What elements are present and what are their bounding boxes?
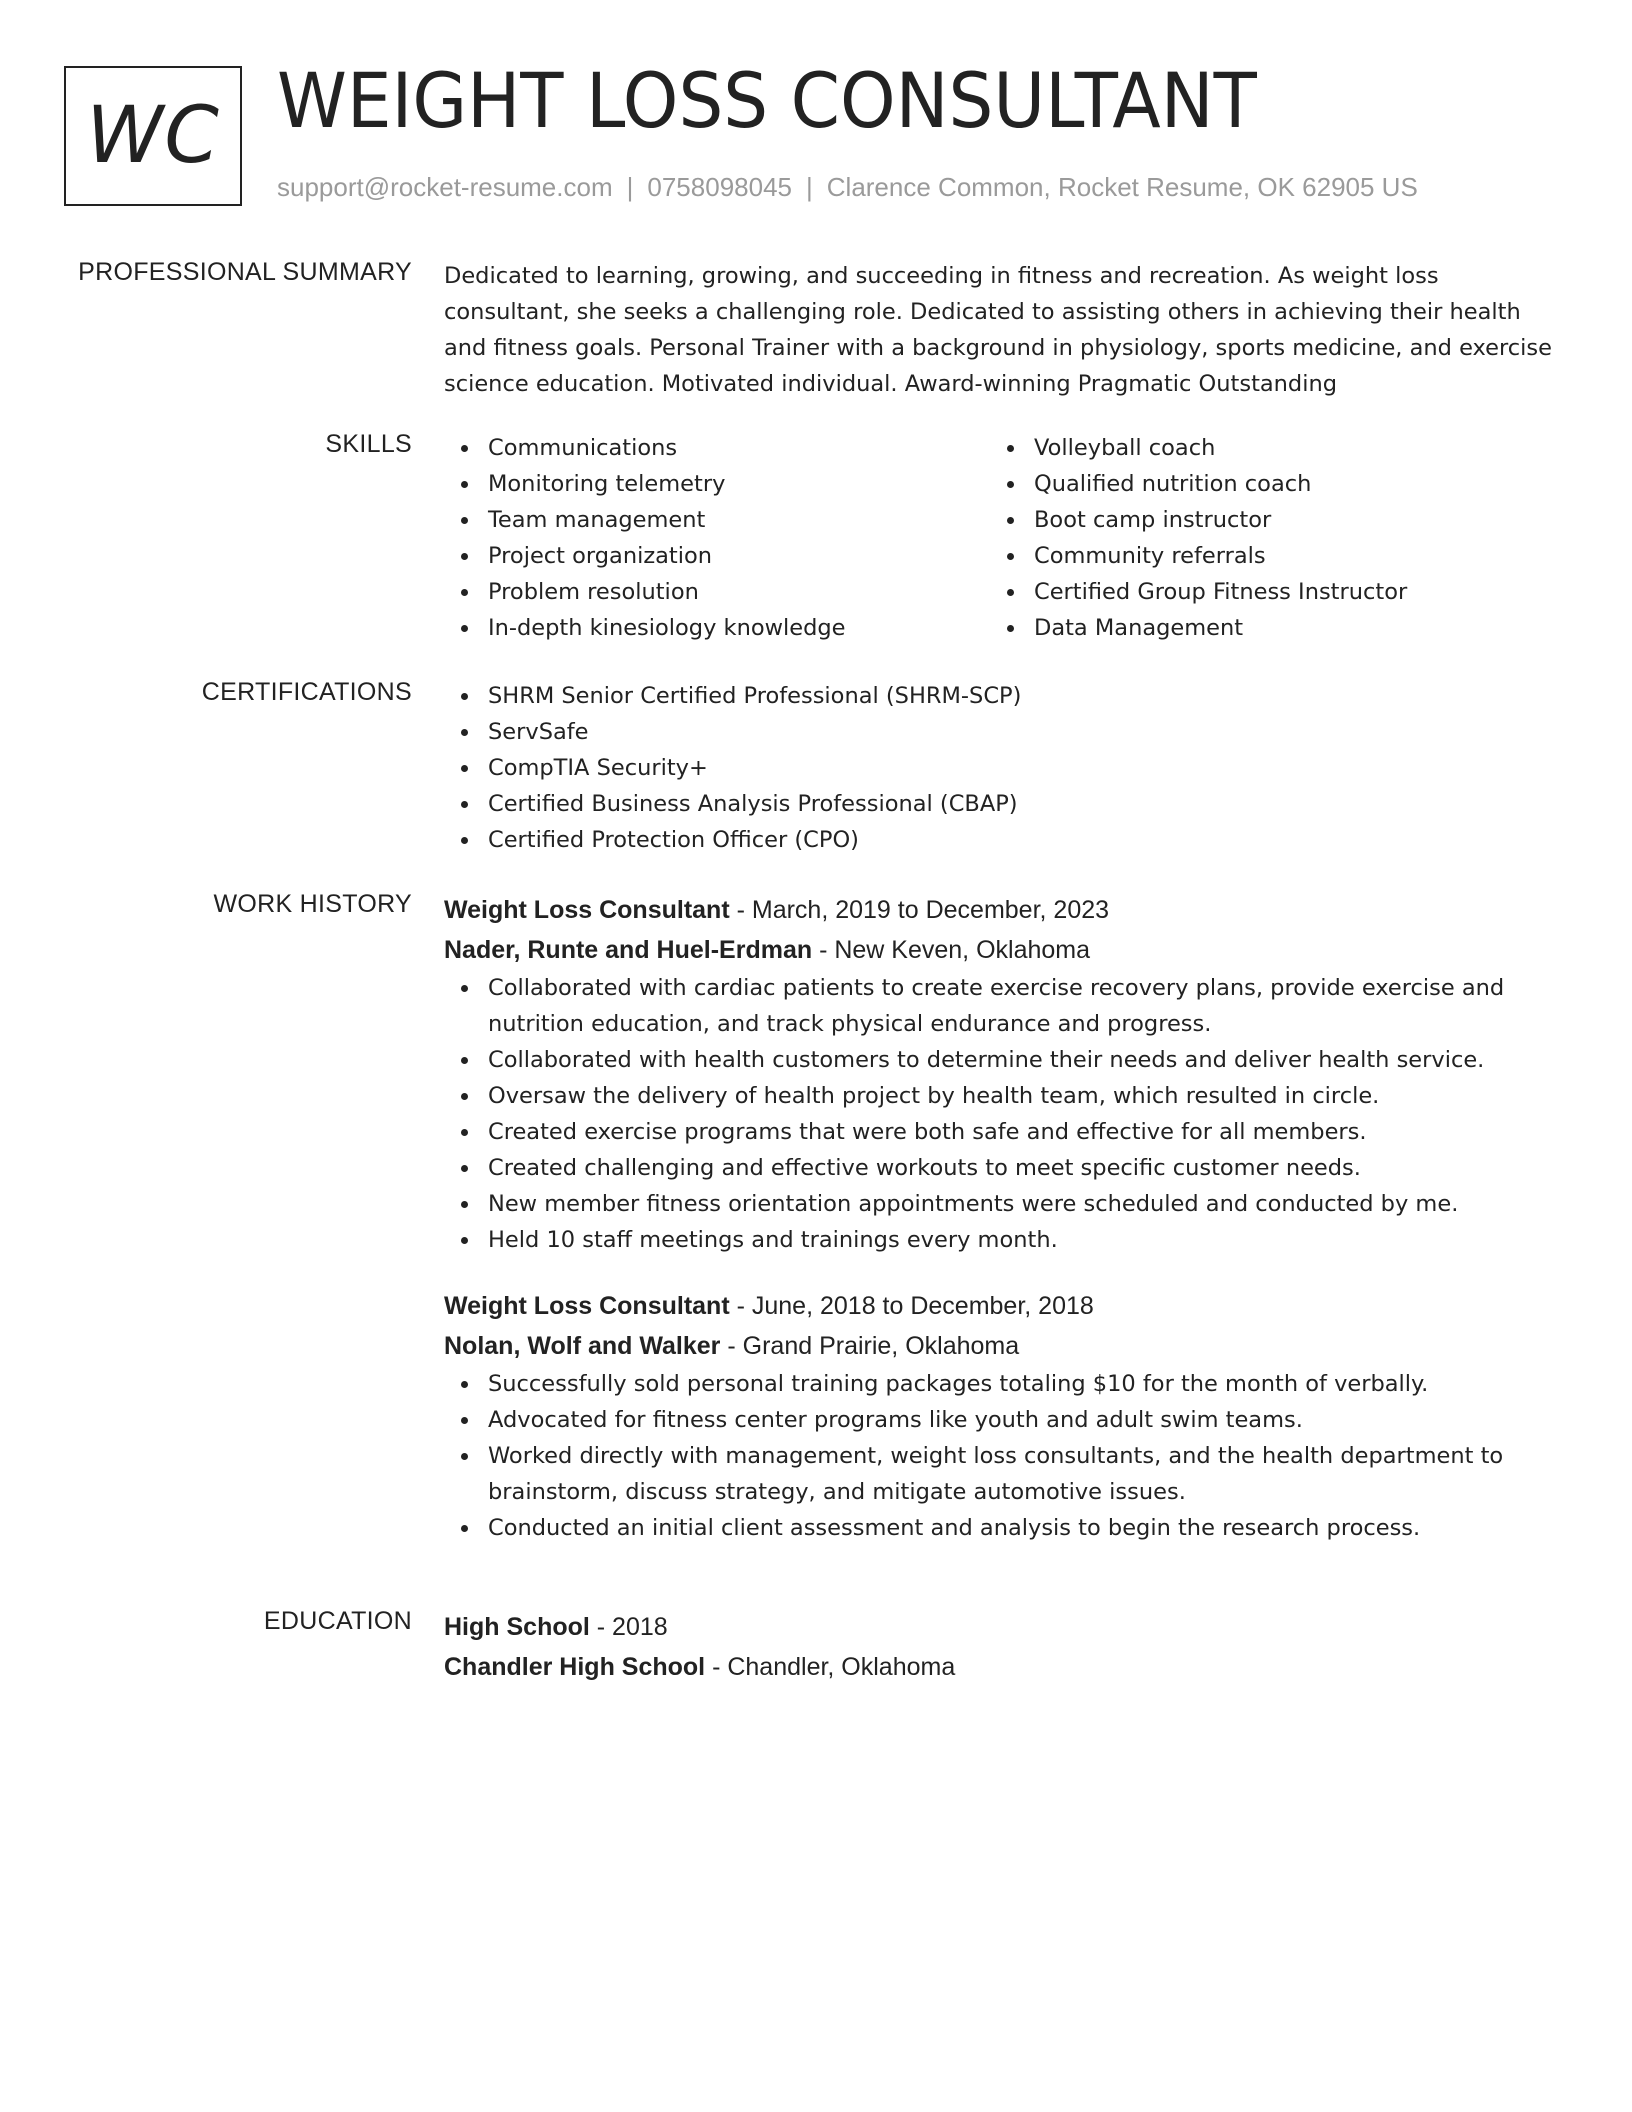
job-duty: Successfully sold personal training packages totaling $10 for the month of verbally. — [444, 1366, 1564, 1402]
job-location: - New Keven, Oklahoma — [812, 936, 1091, 964]
section-heading: EDUCATION — [263, 1607, 412, 1635]
skills-list-right — [990, 430, 1536, 646]
job-dates: - March, 2019 to December, 2023 — [729, 896, 1110, 924]
job-duty: Conducted an initial client assessment and analysis to begin the research process. — [444, 1510, 1564, 1546]
job-company-line — [444, 1326, 1564, 1366]
education-school: Chandler High School — [444, 1653, 706, 1681]
education-year: - 2018 — [589, 1613, 668, 1641]
skill-item: Team management — [444, 502, 990, 538]
contact-address: Clarence Common, Rocket Resume, OK 62905 US — [826, 172, 1418, 202]
education-degree-line — [444, 1607, 1564, 1647]
job-title-line — [444, 1286, 1564, 1326]
skill-item: Qualified nutrition coach — [990, 466, 1536, 502]
certification-item: Certified Protection Officer (CPO) — [444, 822, 1564, 858]
skill-item: Community referrals — [990, 538, 1536, 574]
job-entry — [444, 1286, 1564, 1546]
skill-item: Volleyball coach — [990, 430, 1536, 466]
job-title: Weight Loss Consultant — [444, 1292, 730, 1320]
job-duties-list — [444, 970, 1564, 1258]
education-degree: High School — [444, 1613, 590, 1641]
skill-item: Certified Group Fitness Instructor — [990, 574, 1536, 610]
skills-body — [444, 430, 1564, 646]
certification-item: SHRM Senior Certified Professional (SHRM-SCP) — [444, 678, 1564, 714]
job-title: Weight Loss Consultant — [444, 896, 730, 924]
job-title-line — [444, 890, 1564, 930]
contact-line — [277, 172, 1418, 203]
skills-list-left — [444, 430, 990, 646]
job-duty: Collaborated with health customers to determine their needs and deliver health service. — [444, 1042, 1564, 1078]
summary-text: Dedicated to learning, growing, and succeeding in fitness and recreation. As weight loss consultant, she seeks a challenging role. Dedicated to assisting others in achieving their health and fitness goals. Personal Trainer with a background in physiology, sports medicine, and exercise science education. Motivated individual. Award-winning Pragmatic Outstanding — [444, 263, 1552, 397]
job-duty: Oversaw the delivery of health project by health team, which resulted in circle. — [444, 1078, 1564, 1114]
skill-item: Boot camp instructor — [990, 502, 1536, 538]
candidate-name: WEIGHT LOSS CONSULTANT — [277, 56, 1257, 145]
job-duty: Created exercise programs that were both safe and effective for all members. — [444, 1114, 1564, 1150]
monogram-box — [64, 66, 242, 206]
summary-body — [444, 258, 1564, 402]
job-duty: Advocated for fitness center programs like youth and adult swim teams. — [444, 1402, 1564, 1438]
job-company: Nader, Runte and Huel-Erdman — [444, 936, 813, 964]
job-company-line — [444, 930, 1564, 970]
education-school-line — [444, 1647, 1564, 1687]
job-dates: - June, 2018 to December, 2018 — [729, 1292, 1094, 1320]
job-duty: New member fitness orientation appointments were scheduled and conducted by me. — [444, 1186, 1564, 1222]
job-duty: Collaborated with cardiac patients to create exercise recovery plans, provide exercise and nutrition education, and track physical endurance and progress. — [444, 970, 1564, 1042]
job-entry — [444, 890, 1564, 1258]
job-company: Nolan, Wolf and Walker — [444, 1332, 721, 1360]
skill-item: Monitoring telemetry — [444, 466, 990, 502]
work-history-body — [444, 890, 1564, 1546]
certification-item: ServSafe — [444, 714, 1564, 750]
section-heading: WORK HISTORY — [213, 890, 412, 918]
section-heading: SKILLS — [325, 430, 412, 458]
section-heading: CERTIFICATIONS — [201, 678, 412, 706]
skill-item: In-depth kinesiology knowledge — [444, 610, 990, 646]
contact-separator: | — [806, 172, 813, 202]
contact-email: support@rocket-resume.com — [277, 172, 613, 202]
contact-phone: 0758098045 — [647, 172, 792, 202]
job-duty: Worked directly with management, weight loss consultants, and the health department to brainstorm, discuss strategy, and mitigate automotive issues. — [444, 1438, 1564, 1510]
section-heading: PROFESSIONAL SUMMARY — [78, 258, 412, 286]
education-location: - Chandler, Oklahoma — [705, 1653, 956, 1681]
certification-item: CompTIA Security+ — [444, 750, 1564, 786]
job-duty: Created challenging and effective workouts to meet specific customer needs. — [444, 1150, 1564, 1186]
certifications-body — [444, 678, 1564, 858]
job-location: - Grand Prairie, Oklahoma — [720, 1332, 1020, 1360]
job-duty: Held 10 staff meetings and trainings every month. — [444, 1222, 1564, 1258]
skill-item: Communications — [444, 430, 990, 466]
certification-item: Certified Business Analysis Professional (CBAP) — [444, 786, 1564, 822]
education-body — [444, 1607, 1564, 1687]
certifications-list — [444, 678, 1564, 858]
job-duties-list — [444, 1366, 1564, 1546]
monogram-initials: WC — [86, 91, 220, 181]
skill-item: Project organization — [444, 538, 990, 574]
skill-item: Data Management — [990, 610, 1536, 646]
contact-separator: | — [626, 172, 634, 202]
skill-item: Problem resolution — [444, 574, 990, 610]
